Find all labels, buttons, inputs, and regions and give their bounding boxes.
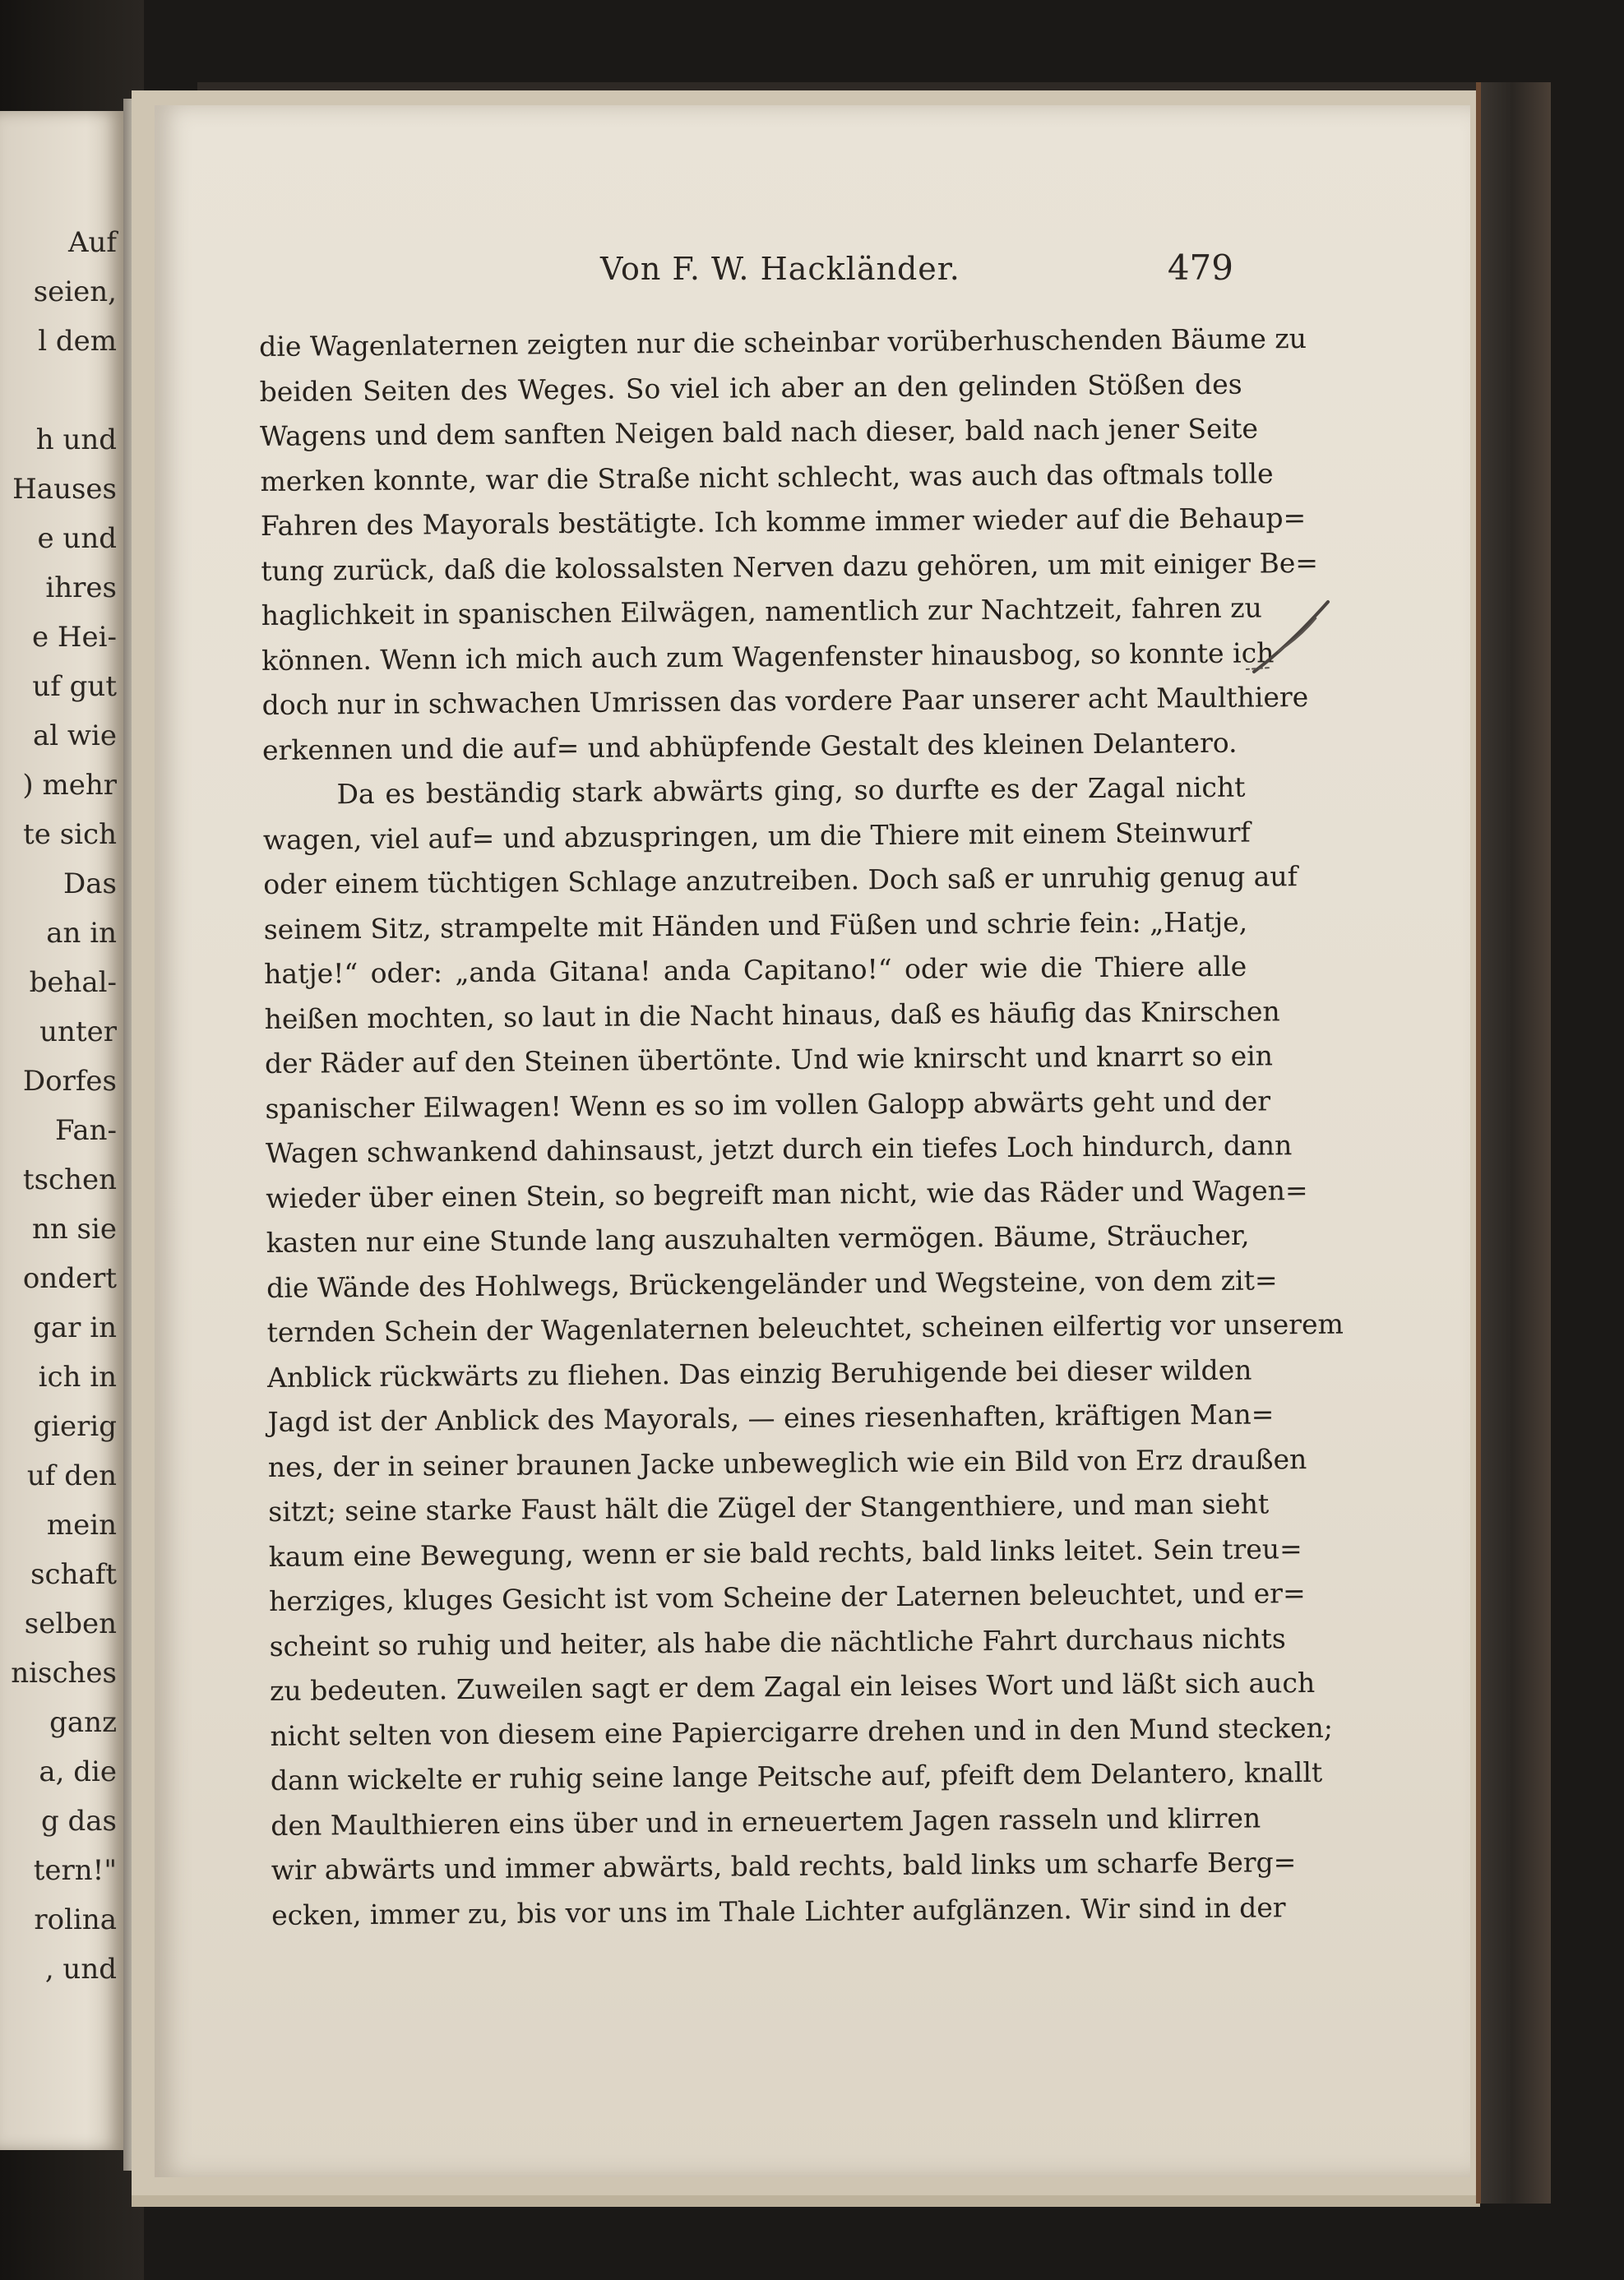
page-header [600,247,1283,300]
text-line: den Maulthieren eins über und in erneuertem Jagen rasseln und klirren [271,1801,1261,1842]
text-line: spanischer Eilwagen! Wenn es so im vollen Galopp abwärts geht und der [265,1084,1271,1125]
text-line: Fahren des Mayorals bestätigte. Ich komme immer wieder auf die Behaup= [260,502,1307,542]
text-line: Anblick rückwärts zu fliehen. Das einzig Beruhigende bei dieser wilden [266,1353,1252,1394]
facing-page-fragment: unter [39,1015,117,1048]
text-line: heißen mochten, so laut in die Nacht hinaus, daß es häufig das Knirschen [264,994,1280,1035]
text-line: sitzt; seine starke Faust hält die Zügel der Stangenthiere, und man sieht [268,1487,1270,1528]
text-line: die Wagenlaternen zeigten nur die scheinbar vorüberhuschenden Bäume zu [259,321,1307,363]
page-number: 479 [1167,247,1233,288]
facing-page-fragment: Hauses [12,473,117,506]
text-line: erkennen und die auf= und abhüpfende Gestalt des kleinen Delantero. [261,726,1238,766]
facing-page-fragment: gar in [33,1311,117,1344]
facing-page-fragment: l dem [38,325,117,358]
facing-page-fragment: an in [46,917,117,950]
facing-page-fragment: ganz [49,1706,117,1739]
facing-page-fragment: schaft [30,1558,117,1591]
text-line: der Räder auf den Steinen übertönte. Und wie knirscht und knarrt so ein [264,1039,1274,1080]
text-line: Wagen schwankend dahinsaust, jetzt durch ein tiefes Loch hindurch, dann [265,1129,1293,1169]
facing-page-fragment: e und [37,522,117,555]
text-line: beiden Seiten des Weges. So viel ich aber an den gelinden Stößen des [259,368,1242,408]
text-line: wagen, viel auf= und abzuspringen, um die Thiere mit einem Steinwurf [262,816,1251,856]
text-line: nicht selten von diesem eine Papiercigarre drehen und in den Mund stecken; [270,1711,1334,1752]
facing-page-fragment: ondert [22,1262,117,1295]
facing-page-fragment: g das [40,1805,117,1838]
text-line: ecken, immer zu, bis vor uns im Thale Lichter aufglänzen. Wir sind in der [271,1890,1286,1931]
text-line: kasten nur eine Stunde lang auszuhalten vermögen. Bäume, Sträucher, [266,1219,1250,1259]
facing-page-fragment: a, die [39,1755,117,1788]
text-line: merken konnte, war die Straße nicht schlecht, was auch das oftmals tolle [260,456,1274,497]
text-line: wieder über einen Stein, so begreift man nicht, wie das Räder und Wagen= [266,1173,1308,1214]
facing-page-fragment: e Hei- [31,621,117,654]
facing-page-fragment: tern!" [33,1854,117,1887]
facing-page-fragment: Auf [67,226,117,259]
facing-page-fragment: nn sie [31,1213,117,1246]
text-line: kaum eine Bewegung, wenn er sie bald rechts, bald links leitet. Sein treu= [268,1532,1302,1573]
text-line: haglichkeit in spanischen Eilwägen, namentlich zur Nachtzeit, fahren zu [261,591,1263,631]
facing-page-fragment: al wie [32,719,117,752]
text-line: scheint so ruhig und heiter, als habe die nächtliche Fahrt durchaus nichts [269,1621,1286,1663]
text-line: tung zurück, daß die kolossalsten Nerven dazu gehören, um mit einiger Be= [261,546,1319,587]
text-line: wir abwärts und immer abwärts, bald rechts, bald links um scharfe Berg= [271,1846,1297,1886]
facing-page-fragment: Das [63,867,117,900]
text-line: Jagd ist der Anblick des Mayorals, — eines riesenhaften, kräftigen Man= [267,1398,1275,1438]
pencil-margin-mark [1246,594,1344,684]
facing-page-fragment: selben [24,1607,117,1640]
facing-page-fragment: gierig [33,1410,117,1443]
facing-page-fragment: seien, [33,275,117,308]
facing-page-fragment: ihres [45,571,117,604]
facing-page-fragment: , und [44,1953,117,1986]
text-line: herziges, kluges Gesicht ist vom Scheine der Laternen beleuchtet, und er= [269,1577,1306,1617]
facing-page-edge [0,111,123,2150]
text-line: die Wände des Hohlwegs, Brückengeländer und Wegsteine, von dem zit= [266,1263,1278,1304]
facing-page-fragment: h und [35,423,117,456]
text-line: dann wickelte er ruhig seine lange Peitsche auf, pfeift dem Delantero, knallt [270,1755,1323,1797]
facing-page-fragment: ) mehr [22,769,117,802]
facing-page-fragment: Dorfes [22,1065,117,1098]
text-line: Wagens und dem sanften Neigen bald nach dieser, bald nach jener Seite [259,412,1259,452]
facing-page-fragment: tschen [22,1163,117,1196]
book-cover-right [1476,82,1551,2204]
facing-page-fragment: uf den [26,1459,117,1492]
facing-page-fragment: nisches [11,1657,117,1690]
text-line: Da es beständig stark abwärts ging, so durfte es der Zagal nicht [336,770,1246,811]
running-head: Von F. W. Hackländer. [600,251,960,287]
facing-page-fragment: Fan- [55,1114,117,1147]
text-line: hatje!“ oder: „anda Gitana! anda Capitano!“ oder wie die Thiere alle [264,950,1247,990]
text-line: oder einem tüchtigen Schlage anzutreiben. Doch saß er unruhig genug auf [263,860,1298,900]
text-line: ternden Schein der Wagenlaternen beleuchtet, scheinen eilfertig vor unserem [266,1307,1344,1348]
text-line: doch nur in schwachen Umrissen das vordere Paar unserer acht Maulthiere [261,680,1309,721]
text-line: zu bedeuten. Zuweilen sagt er dem Zagal ein leises Wort und läßt sich auch [269,1666,1316,1707]
facing-page-fragment: uf gut [32,670,117,703]
facing-page-fragment: te sich [23,818,117,851]
facing-page-fragment: mein [46,1509,117,1542]
facing-page-fragment: ich in [38,1361,117,1394]
text-line: können. Wenn ich mich auch zum Wagenfenster hinausbog, so konnte ich [261,636,1275,677]
facing-page-fragment: behal- [29,966,117,999]
body-text [259,317,1344,1938]
facing-page-fragment: rolina [34,1903,117,1936]
text-line: nes, der in seiner braunen Jacke unbeweglich wie ein Bild von Erz draußen [267,1442,1307,1483]
text-line: seinem Sitz, strampelte mit Händen und Füßen und schrie fein: „Hatje, [263,905,1248,946]
